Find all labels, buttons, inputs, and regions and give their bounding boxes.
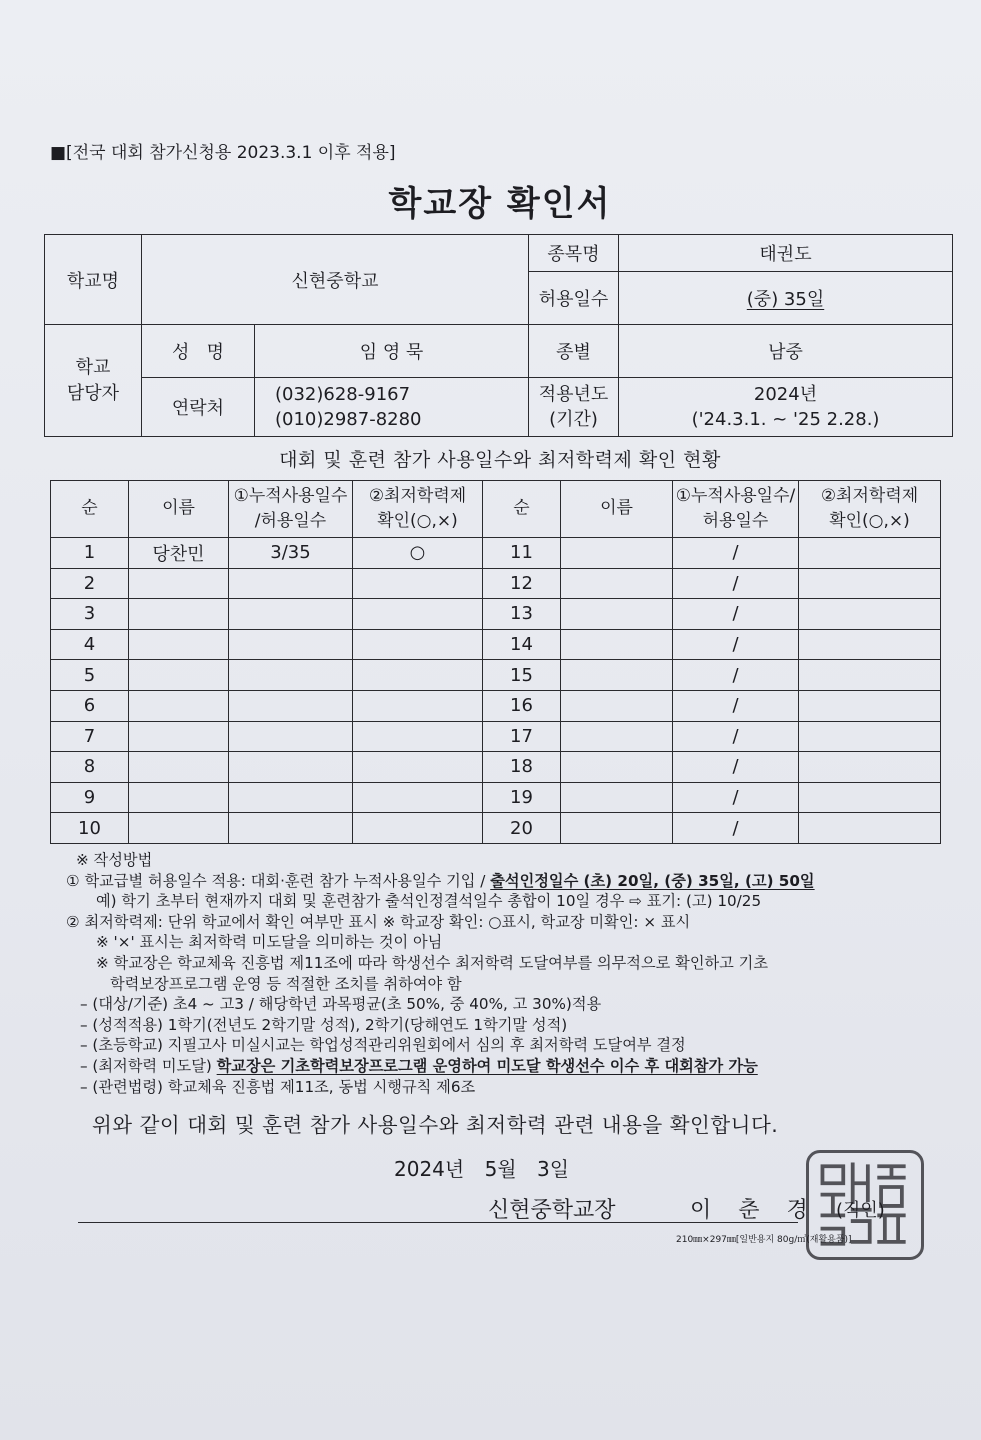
manager-name-label: 성 명 <box>142 325 255 378</box>
row-number: 3 <box>51 599 129 630</box>
row-number: 15 <box>483 660 561 691</box>
form-type-tag: ■[전국 대회 참가신청용 2023.3.1 이후 적용] <box>50 143 396 163</box>
allowed-days-value: (중) 35일 <box>619 272 953 325</box>
table-row <box>51 538 941 569</box>
paper-size-note: 210㎜×297㎜[일반용지 80g/㎡(재활용품)] <box>676 1235 852 1245</box>
row-number: 2 <box>51 568 129 599</box>
min-academic-check <box>353 629 483 660</box>
days-used: / <box>673 721 799 752</box>
row-number: 7 <box>51 721 129 752</box>
row-number: 16 <box>483 690 561 721</box>
row-number: 17 <box>483 721 561 752</box>
row-number: 19 <box>483 782 561 813</box>
instructions <box>66 850 815 1097</box>
note-1: ① 학교급별 허용일수 적용: 대회·훈련 참가 누적사용일수 기입 / 출석인정일수 (초) 20일, (중) 35일, (고) 50일 <box>66 871 815 890</box>
days-used <box>229 599 353 630</box>
athlete-name <box>129 721 229 752</box>
row-number: 18 <box>483 752 561 783</box>
athlete-name <box>561 721 673 752</box>
min-academic-check <box>799 568 941 599</box>
min-academic-check <box>799 629 941 660</box>
table-row <box>51 752 941 783</box>
footer-divider <box>78 1222 798 1223</box>
note-1-example: 예) 학기 초부터 현재까지 대회 및 훈련참가 출석인정결석일수 총합이 10일 경우 ⇨ 표기: (고) 10/25 <box>96 892 762 911</box>
row-number: 20 <box>483 813 561 844</box>
min-academic-check <box>353 660 483 691</box>
gender-value: 남중 <box>619 325 953 378</box>
school-info-table <box>44 234 953 437</box>
days-used <box>229 629 353 660</box>
header-min: ②최저학력제 확인(○,×) <box>353 481 483 538</box>
athlete-name <box>129 629 229 660</box>
gender-label: 종별 <box>529 325 619 378</box>
row-number: 9 <box>51 782 129 813</box>
document-title: 학교장 확인서 <box>388 184 612 224</box>
table-row <box>51 629 941 660</box>
row-number: 5 <box>51 660 129 691</box>
min-academic-check <box>799 538 941 569</box>
header-min: ②최저학력제 확인(○,×) <box>799 481 941 538</box>
table-row <box>51 813 941 844</box>
athlete-name <box>561 629 673 660</box>
row-number: 13 <box>483 599 561 630</box>
note-4: ※ 학교장은 학교체육 진흥법 제11조에 따라 학생선수 최저학력 도달여부를 의무적으로 확인하고 기초 <box>96 953 769 972</box>
seal-mark: (직인) <box>836 1200 885 1221</box>
days-used <box>229 782 353 813</box>
days-used: / <box>673 629 799 660</box>
athlete-name <box>129 752 229 783</box>
days-used: / <box>673 813 799 844</box>
days-used <box>229 568 353 599</box>
phone-1: (032)628-9167 <box>275 383 411 405</box>
note-8: – (최저학력 미도달) 학교장은 기초학력보장프로그램 운영하여 미도달 학생선수 이수 후 대회참가 가능 <box>80 1056 758 1075</box>
principal-name: 이 춘 경 <box>690 1198 818 1223</box>
min-academic-check <box>799 690 941 721</box>
athlete-name <box>561 752 673 783</box>
header-name: 이름 <box>561 481 673 538</box>
row-number: 6 <box>51 690 129 721</box>
header-days: ①누적사용일수 /허용일수 <box>229 481 353 538</box>
min-academic-check <box>353 782 483 813</box>
min-academic-check <box>799 782 941 813</box>
confirmation-text: 위와 같이 대회 및 훈련 참가 사용일수와 최저학력 관련 내용을 확인합니다. <box>92 1113 779 1137</box>
min-academic-check <box>353 752 483 783</box>
days-used: / <box>673 599 799 630</box>
note-3: ※ '×' 표시는 최저학력 미도달을 의미하는 것이 아님 <box>96 933 443 952</box>
note-5: – (대상/기준) 초4 ~ 고3 / 해당학년 과목평균(초 50%, 중 40%, 고 30%)적용 <box>80 995 602 1014</box>
table-row <box>51 599 941 630</box>
manager-name-value: 임 영 묵 <box>255 325 529 378</box>
row-number: 1 <box>51 538 129 569</box>
principal-title: 신현중학교장 <box>488 1198 616 1223</box>
athlete-name <box>129 813 229 844</box>
athlete-name <box>561 538 673 569</box>
table-header-row <box>51 481 941 538</box>
days-used <box>229 721 353 752</box>
athlete-name <box>129 660 229 691</box>
contact-value <box>255 378 529 437</box>
athlete-name <box>561 782 673 813</box>
header-days: ①누적사용일수/ 허용일수 <box>673 481 799 538</box>
year-value: 2024년 ('24.3.1. ~ '25 2.28.) <box>619 378 953 437</box>
days-used: / <box>673 568 799 599</box>
note-2: ② 최저학력제: 단위 학교에서 확인 여부만 표시 ※ 학교장 확인: ○표시, 학교장 미확인: × 표시 <box>66 912 691 931</box>
participation-table <box>50 480 941 844</box>
header-no: 순 <box>483 481 561 538</box>
min-academic-check <box>353 568 483 599</box>
row-number: 11 <box>483 538 561 569</box>
days-used <box>229 813 353 844</box>
table-row <box>51 568 941 599</box>
athlete-name <box>129 599 229 630</box>
min-academic-check <box>353 690 483 721</box>
note-4-cont: 학력보장프로그램 운영 등 적절한 조치를 취하여야 함 <box>110 974 462 993</box>
row-number: 14 <box>483 629 561 660</box>
note-6: – (성적적용) 1학기(전년도 2학기말 성적), 2학기(당해연도 1학기말 성적) <box>80 1015 568 1034</box>
min-academic-check <box>799 752 941 783</box>
note-9: – (관련법령) 학교체육 진흥법 제11조, 동법 시행규칙 제6조 <box>80 1077 476 1096</box>
min-academic-check <box>799 599 941 630</box>
table-row <box>51 690 941 721</box>
days-used: 3/35 <box>229 538 353 569</box>
note-7: – (초등학교) 지필고사 미실시교는 학업성적관리위원회에서 심의 후 최저학력 도달여부 결정 <box>80 1036 686 1055</box>
athlete-name <box>561 690 673 721</box>
athlete-name <box>129 568 229 599</box>
event-value: 태권도 <box>619 235 953 272</box>
min-academic-check <box>799 660 941 691</box>
days-used <box>229 660 353 691</box>
days-used: / <box>673 538 799 569</box>
school-name-value: 신현중학교 <box>142 235 529 325</box>
event-label: 종목명 <box>529 235 619 272</box>
header-name: 이름 <box>129 481 229 538</box>
min-academic-check <box>353 599 483 630</box>
table-caption: 대회 및 훈련 참가 사용일수와 최저학력제 확인 현황 <box>279 449 721 471</box>
min-academic-check <box>353 813 483 844</box>
days-used: / <box>673 782 799 813</box>
athlete-name <box>561 568 673 599</box>
table-row <box>51 660 941 691</box>
manager-label: 학교 담당자 <box>45 325 142 437</box>
athlete-name <box>129 690 229 721</box>
header-no: 순 <box>51 481 129 538</box>
row-number: 4 <box>51 629 129 660</box>
days-used <box>229 752 353 783</box>
year-label: 적용년도 (기간) <box>529 378 619 437</box>
phone-2: (010)2987-8280 <box>275 409 422 430</box>
days-used: / <box>673 690 799 721</box>
athlete-name: 당찬민 <box>129 538 229 569</box>
athlete-name <box>561 660 673 691</box>
school-name-label: 학교명 <box>45 235 142 325</box>
notes-heading: ※ 작성방법 <box>76 851 153 869</box>
min-academic-check <box>353 721 483 752</box>
table-row <box>51 782 941 813</box>
contact-label: 연락처 <box>142 378 255 437</box>
min-academic-check <box>799 721 941 752</box>
min-academic-check <box>799 813 941 844</box>
allowed-days-label: 허용일수 <box>529 272 619 325</box>
issue-date: 2024년 5월 3일 <box>394 1157 570 1181</box>
row-number: 8 <box>51 752 129 783</box>
row-number: 10 <box>51 813 129 844</box>
days-used: / <box>673 660 799 691</box>
days-used <box>229 690 353 721</box>
athlete-name <box>561 599 673 630</box>
days-used: / <box>673 752 799 783</box>
min-academic-check: ○ <box>353 538 483 569</box>
athlete-name <box>561 813 673 844</box>
row-number: 12 <box>483 568 561 599</box>
table-row <box>51 721 941 752</box>
athlete-name <box>129 782 229 813</box>
